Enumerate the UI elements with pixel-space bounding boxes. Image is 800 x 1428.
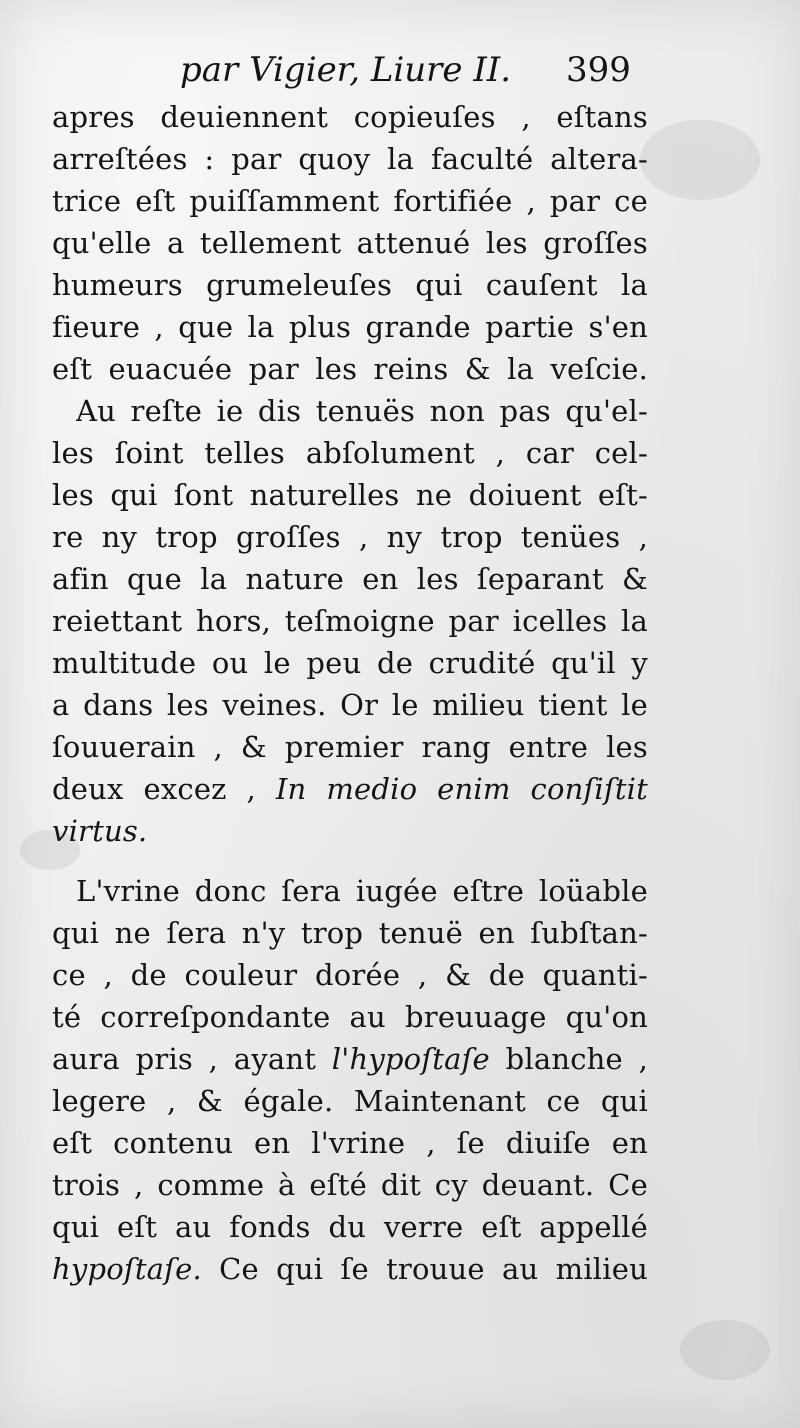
page-number: 399	[566, 50, 631, 90]
text-line: reiettant hors, teſmoigne par icelles la	[52, 604, 648, 638]
hypostase-term: l'hypoſtaſe	[331, 1042, 490, 1076]
page-header	[0, 44, 800, 96]
text-line: trice eſt puiſſamment fortifiée , par ce	[52, 184, 648, 218]
text-line: apres deuiennent copieuſes , eſtans	[52, 100, 648, 134]
text-segment: aura pris , ayant	[52, 1042, 317, 1076]
text-line: les qui ſont naturelles ne doiuent eſt-	[52, 478, 648, 512]
text-line: ce , de couleur dorée , & de quanti-	[52, 958, 648, 992]
text-line-hypostase	[52, 1038, 648, 1080]
text-line: afin que la nature en les ſeparant &	[52, 562, 648, 596]
latin-quote: In medio enim conſiſtit	[275, 772, 648, 806]
text-line: a dans les veines. Or le milieu tient le	[52, 688, 648, 722]
text-line: qui eſt au fonds du verre eſt appellé	[52, 1210, 648, 1244]
text-line: ſouuerain , & premier rang entre les	[52, 730, 648, 764]
text-line: qui ne ſera n'y trop tenuë en ſubſtan-	[52, 916, 648, 950]
text-line: humeurs grumeleuſes qui cauſent la	[52, 268, 648, 302]
text-segment: Ce qui ſe trouue au milieu	[219, 1252, 648, 1286]
text-line: L'vrine donc ſera iugée eſtre loüable	[76, 874, 648, 908]
latin-quote-end: virtus.	[52, 814, 148, 848]
text-line: eſt euacuée par les reins & la veſcie.	[52, 352, 648, 386]
text-line-final	[52, 1248, 648, 1290]
text-segment: deux excez ,	[52, 772, 256, 806]
text-line: Au reſte ie dis tenuës non pas qu'el-	[76, 394, 648, 428]
text-segment: blanche ,	[505, 1042, 648, 1076]
text-line-latin	[52, 768, 648, 810]
text-line: trois , comme à eſté dit cy deuant. Ce	[52, 1168, 648, 1202]
text-line: re ny trop groſſes , ny trop tenües ,	[52, 520, 648, 554]
running-head: par Vigier, Liure II.	[180, 50, 512, 90]
paper-stain	[680, 1320, 770, 1380]
text-line: qu'elle a tellement attenué les groſſes	[52, 226, 648, 260]
text-line: fieure , que la plus grande partie s'en	[52, 310, 648, 344]
hypostase-term: hypoſtaſe.	[52, 1252, 202, 1286]
text-line: multitude ou le peu de crudité qu'il y	[52, 646, 648, 680]
text-line: arreſtées : par quoy la faculté altera-	[52, 142, 648, 176]
text-line: té correſpondante au breuuage qu'on	[52, 1000, 648, 1034]
text-line: eſt contenu en l'vrine , ſe diuiſe en	[52, 1126, 648, 1160]
body-text	[0, 96, 800, 1326]
text-line: legere , & égale. Maintenant ce qui	[52, 1084, 648, 1118]
text-line: les ſoint telles abſolument , car cel-	[52, 436, 648, 470]
